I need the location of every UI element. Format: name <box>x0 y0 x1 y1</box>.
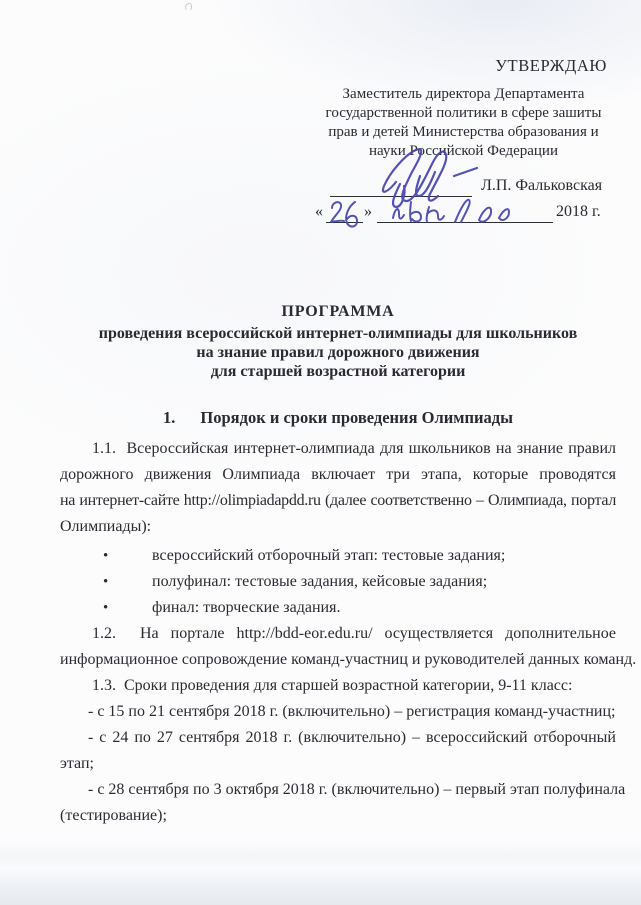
bullet-icon: • <box>103 574 109 590</box>
handwritten-month-stroke <box>410 202 411 221</box>
handwritten-month-stroke <box>479 208 491 222</box>
schedule-item: - с 24 по 27 сентября 2018 г. (включительно) – всероссийский отборочный <box>88 729 616 746</box>
date-open-quote: « <box>315 203 323 220</box>
scan-bottom-shadow <box>0 842 641 905</box>
title-line: для старшей возрастной категории <box>210 363 466 380</box>
list-item-text: всероссийский отборочный этап: тестовые задания; <box>152 547 506 564</box>
schedule-item: - с 28 сентября по 3 октября 2018 г. (включительно) – первый этап полуфинала <box>88 781 626 798</box>
title-line: на знание правил дорожного движения <box>196 344 480 361</box>
paragraph-1-3-line: 1.3. Сроки проведения для старшей возрастной категории, 9-11 класс: <box>92 677 573 694</box>
handwritten-month-stroke <box>427 207 444 221</box>
signer-name: Л.П. Фальковская <box>481 177 603 194</box>
signature-dash <box>454 168 477 176</box>
list-item <box>60 543 616 569</box>
bullet-list <box>60 543 616 621</box>
schedule-item: этап; <box>60 755 94 772</box>
body-text <box>60 436 637 829</box>
handwritten-digit-6 <box>346 202 357 227</box>
handwritten-month-stroke <box>499 209 509 220</box>
schedule-item: - с 15 по 21 сентября 2018 г. (включительно) – регистрация команд-участниц; <box>88 703 616 720</box>
paragraph-1-2-line: 1.2. На портале http://bdd-eor.edu.ru/ осуществляется дополнительное <box>92 625 616 642</box>
list-item-text: полуфинал: тестовые задания, кейсовые задания; <box>152 573 488 590</box>
schedule-item: (тестирование); <box>60 807 167 824</box>
bullet-icon: • <box>103 548 109 564</box>
section-number: 1. <box>163 408 176 427</box>
paragraph-1-1-line: 1.1. Всероссийская интернет-олимпиада для школьников на знание правил <box>92 440 616 457</box>
bullet-icon: • <box>103 600 109 616</box>
scan-artifact <box>185 3 192 11</box>
paragraph-1-2-line: информационное сопровождение команд-участниц и руководителей данных команд. <box>60 651 637 668</box>
handwritten-date-icon <box>313 194 565 236</box>
handwritten-digit-2 <box>331 202 344 222</box>
approver-title-line: прав и детей Министерства образования и <box>328 124 599 140</box>
title-line: проведения всероссийской интернет-олимпиады для школьников <box>98 325 578 342</box>
date-close-quote: » <box>364 203 372 220</box>
handwritten-month-stroke <box>411 212 421 222</box>
paragraph-1-1-line: на интернет-сайте http://olimpiadapdd.ru (далее соответственно – Олимпиада, портал <box>60 492 616 509</box>
approver-title-line: науки Российской Федерации <box>368 143 558 159</box>
paragraph-1-1-line: Олимпиады): <box>60 518 152 535</box>
paragraph-1-1-line: дорожного движения Олимпиада включает три этапа, которые проводятся <box>60 466 616 483</box>
handwritten-month-stroke <box>393 209 404 219</box>
title-line: ПРОГРАММА <box>281 303 395 320</box>
approval-label: УТВЕРЖДАЮ <box>495 56 607 75</box>
approver-title-line: Заместитель директора Департамента <box>342 86 585 102</box>
handwritten-month-stroke <box>455 200 470 222</box>
section-heading <box>60 408 616 428</box>
approver-title-line: государственной политики в сфере зашиты <box>325 105 602 121</box>
section-heading-text: Порядок и сроки проведения Олимпиады <box>200 408 513 427</box>
document-title <box>60 302 616 381</box>
list-item-text: финал: творческие задания. <box>152 599 341 616</box>
list-item <box>60 595 616 621</box>
list-item <box>60 569 616 595</box>
date-year: 2018 г. <box>556 203 601 220</box>
